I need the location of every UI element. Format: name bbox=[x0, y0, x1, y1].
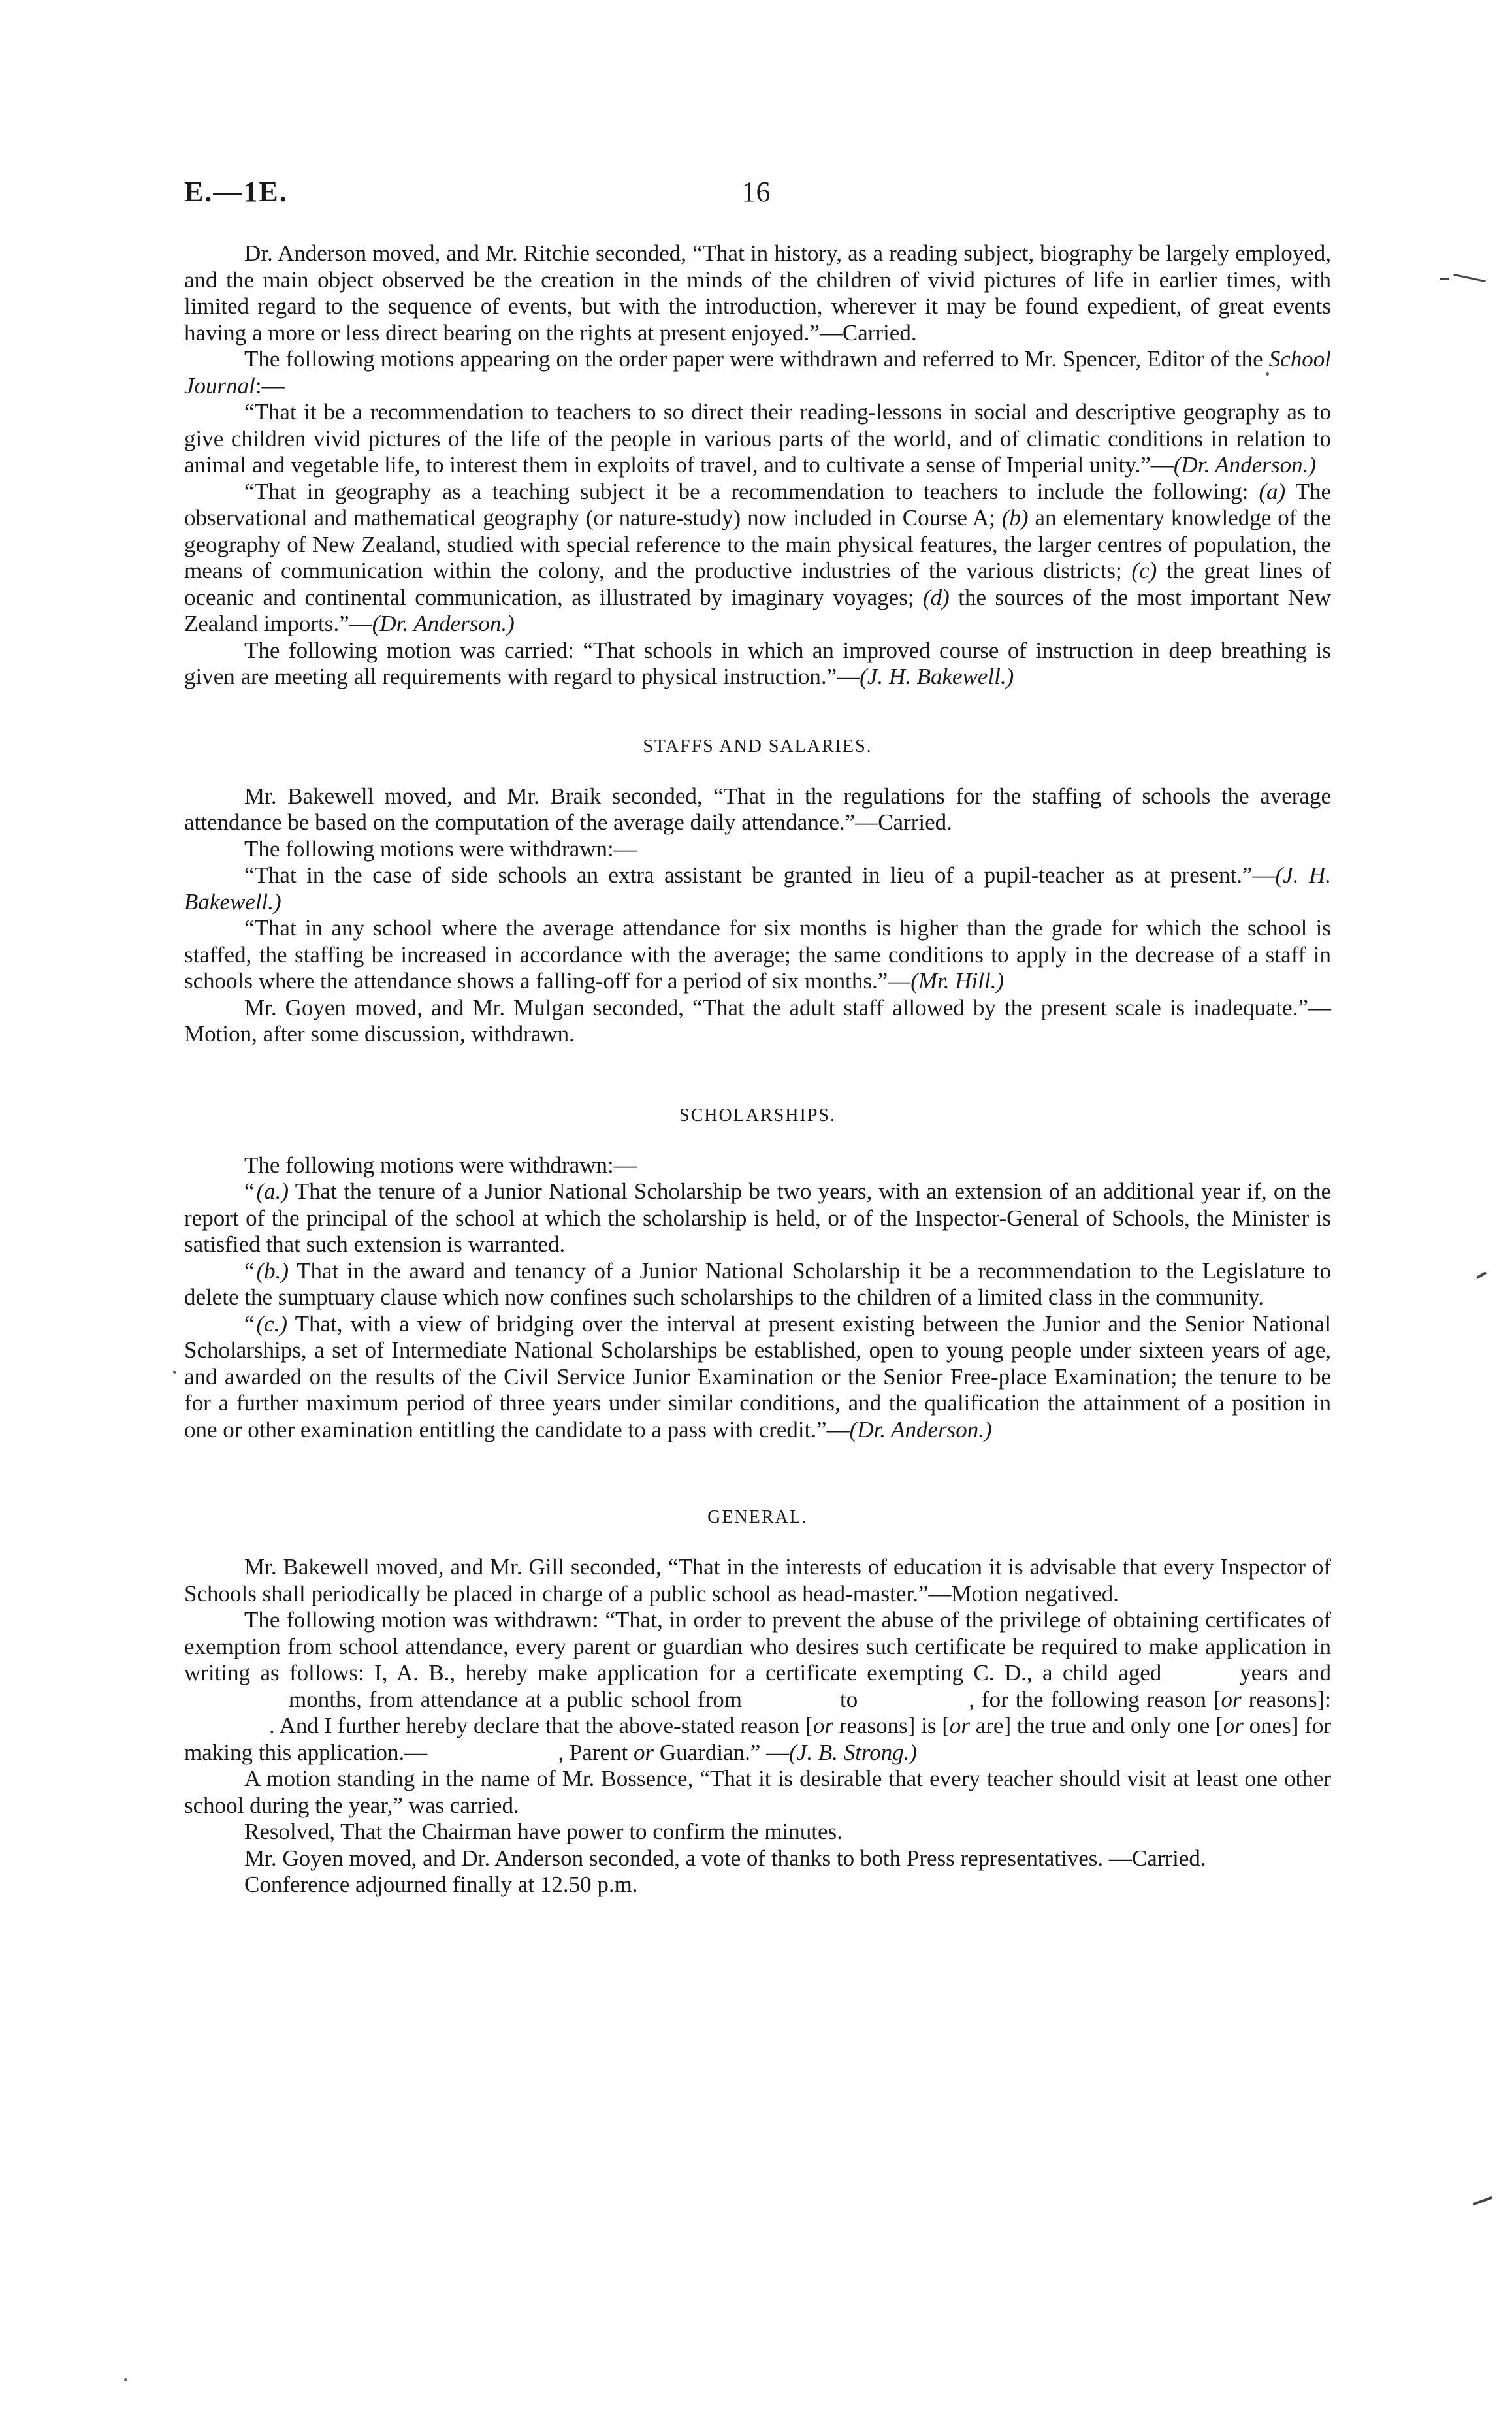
document-reference: E.—1E. bbox=[184, 176, 288, 208]
paragraph-scholarships-withdrawn: The following motions were withdrawn:— bbox=[244, 1152, 637, 1178]
paragraph-text: That in the award and tenancy of a Junior National Scholarship it be a recommendation to the Legislature to delete the sumptuary clause which now confines such scholarships to the children of a limited class in the community. bbox=[184, 1258, 1331, 1310]
paragraph-breathing-motion bbox=[184, 638, 1331, 691]
paragraph-withdrawn-intro bbox=[184, 346, 1331, 399]
motion-author: (Dr. Anderson.) bbox=[372, 611, 515, 636]
paragraph-text: , for the following reason [ bbox=[969, 1686, 1221, 1712]
item-label: (b.) bbox=[256, 1258, 289, 1284]
paragraph-scholarship-c: “ (c.) That, with a view of bridging over the interval at present existing between the Junior and the Senior National Scholarships, a set of Intermediate National Scholarships be established, open to young people under sixteen years of age, and awarded on the results of the Civil Service Junior Examination or the Senior Free-place Examination; the tenure to be for a further maximum period of three years under similar conditions, and the qualification the attainment of a position in one or other examination entitling the candidate to a pass with credit.”—(Dr. Anderson.) bbox=[184, 1310, 1331, 1442]
or-word: or bbox=[1223, 1713, 1244, 1738]
margin-mark bbox=[1473, 2196, 1492, 2205]
paragraph-history-motion bbox=[184, 240, 1331, 346]
paragraph-inspector-motion: Mr. Bakewell moved, and Mr. Gill seconded, “That in the interests of education it is advisable that every Inspector of Schools shall periodically be placed in charge of a public school as head-master.”—Motion negatived. bbox=[184, 1554, 1331, 1606]
paragraph-text: ones] for making this application.— bbox=[184, 1713, 1331, 1765]
paragraph-text: “That in the case of side schools an extra assistant be granted in lieu of a pupil-teacher as at present.”— bbox=[244, 862, 1276, 888]
paragraph-adult-staff: Mr. Goyen moved, and Mr. Mulgan seconded, “That the adult staff allowed by the present scale is inadequate.”—Motion, after some discussion, withdrawn. bbox=[184, 994, 1331, 1047]
paragraph-text: Guardian.” — bbox=[654, 1739, 790, 1765]
paragraph-scholarship-a: “ (a.) That the tenure of a Junior National Scholarship be two years, with an extension of an additional year if, on the report of the principal of the school at which the scholarship is held, or of the Inspector-General of Schools, the Minister is satisfied that such extension is warranted. bbox=[184, 1179, 1331, 1257]
paragraph-text: the great lines of oceanic and continental communication, as illustrated by imaginary voyages; bbox=[184, 558, 1331, 610]
paragraph-text: months, from attendance at a public school from bbox=[289, 1686, 742, 1712]
paragraph-text: “That in any school where the average attendance for six months is higher than the grade for which the school is staffed, the staffing be increased in accordance with the average; the same conditions to apply in the decrease of a staff in schools where the attendance shows a falling-off for a period of six months.”— bbox=[184, 915, 1331, 994]
paragraph-text: The observational and mathematical geography (or nature-study) now included in Course A; bbox=[184, 478, 1331, 530]
heading-scholarships: SCHOLARSHIPS. bbox=[679, 1105, 836, 1126]
paragraph-adjourned: Conference adjourned finally at 12.50 p.m. bbox=[244, 1872, 638, 1897]
paragraph-text: the sources of the most important New Zealand imports.”— bbox=[184, 584, 1331, 636]
item-label: (a) bbox=[1259, 478, 1286, 504]
paragraph-text: “That it be a recommendation to teachers to so direct their reading-lessons in social and descriptive geography as to give children vivid pictures of the life of the people in various parts of the world, and of climatic conditions in relation to animal and vegetable life, to interest them in exploits of travel, and to cultivate a sense of Imperial unity.”— bbox=[184, 399, 1331, 478]
item-label: (c) bbox=[1131, 558, 1157, 583]
paragraph-text: Dr. Anderson moved, and Mr. Ritchie seconded, “That in history, as a reading subject, biography be largely employed, and the main object observed be the creation in the minds of the children of vivid pictures of life in earlier times, with limited regard to the sequence of events, but with the introduction, wherever it may be found expedient, of great events having a more or less direct bearing on the rights at present enjoyed.”—Carried. bbox=[184, 240, 1331, 346]
journal-title: School Journal bbox=[184, 346, 1331, 398]
paragraph-text: are] the true and only one [ bbox=[969, 1713, 1223, 1738]
paragraph-text: :— bbox=[255, 372, 285, 398]
or-word: or bbox=[1221, 1686, 1242, 1712]
paragraph-bossence-motion: A motion standing in the name of Mr. Bossence, “That it is desirable that every teacher should visit at least one other school during the year,” was carried. bbox=[184, 1766, 1331, 1818]
paragraph-average-attendance bbox=[184, 915, 1331, 995]
heading-staffs-and-salaries: STAFFS AND SALARIES. bbox=[643, 736, 873, 756]
margin-mark bbox=[1476, 1271, 1487, 1278]
paragraph-geography-teaching bbox=[184, 479, 1331, 638]
paragraph-side-schools bbox=[184, 862, 1331, 915]
item-label: (a.) bbox=[256, 1179, 289, 1204]
page-number: 16 bbox=[741, 176, 771, 208]
motion-author: (Mr. Hill.) bbox=[910, 968, 1005, 994]
paragraph-text: That the tenure of a Junior National Scholarship be two years, with an extension of an additional year if, on the report of the principal of the school at which the scholarship is held, or of the Inspector-General of Schools, the Minister is satisfied that such extension is warranted. bbox=[184, 1179, 1331, 1257]
motion-author: (Dr. Anderson.) bbox=[849, 1416, 992, 1442]
paragraph-staffing-motion: Mr. Bakewell moved, and Mr. Braik seconded, “That in the regulations for the staffing of schools the average attendance be based on the computation of the average daily attendance.”—Carried. bbox=[184, 783, 1331, 835]
speck bbox=[124, 2378, 127, 2381]
or-word: or bbox=[633, 1739, 654, 1765]
paragraph-text: The following motion was withdrawn: “That, in order to prevent the abuse of the privilege of obtaining certificates of exemption from school attendance, every parent or guardian who desires such certificate be required to make application in writing as follows: I, A. B., hereby make application for a certificate exempting C. D., a child aged bbox=[184, 1607, 1331, 1685]
paragraph-exemption-motion bbox=[184, 1607, 1331, 1766]
margin-mark bbox=[1440, 278, 1449, 280]
paragraph-text: That, with a view of bridging over the interval at present existing between the Junior and the Senior National Scholarships, a set of Intermediate National Scholarships be established, open to young people under sixteen years of age, and awarded on the results of the Civil Service Junior Examination or the Senior Free-place Examination; the tenure to be for a further maximum period of three years under similar conditions, and the qualification the attainment of a position in one or other examination entitling the candidate to a pass with credit.”— bbox=[184, 1310, 1331, 1442]
motion-author: (J. B. Strong.) bbox=[789, 1739, 918, 1765]
paragraph-text: . And I further hereby declare that the above-stated reason [ bbox=[269, 1713, 813, 1738]
paragraph-text: years and bbox=[1240, 1660, 1331, 1685]
speck bbox=[1266, 372, 1269, 376]
margin-mark bbox=[1453, 274, 1486, 282]
body-text bbox=[184, 240, 1331, 1898]
page-header bbox=[184, 175, 1328, 214]
paragraph-text: The following motion was carried: “That schools in which an improved course of instruction in deep breathing is given are meeting all requirements with regard to physical instruction.”— bbox=[184, 637, 1331, 689]
or-word: or bbox=[812, 1713, 833, 1738]
paragraph-geography-reading bbox=[184, 399, 1331, 479]
paragraph-scholarship-b: “ (b.) That in the award and tenancy of a Junior National Scholarship it be a recommendation to the Legislature to delete the sumptuary clause which now confines such scholarships to the children of a limited class in the community. bbox=[184, 1258, 1331, 1310]
paragraph-text: to bbox=[840, 1686, 858, 1712]
paragraph-text: The following motions appearing on the order paper were withdrawn and referred to Mr. Spencer, Editor of the bbox=[244, 346, 1269, 372]
or-word: or bbox=[949, 1713, 970, 1738]
item-label: (c.) bbox=[256, 1310, 288, 1337]
paragraph-vote-of-thanks: Mr. Goyen moved, and Dr. Anderson seconded, a vote of thanks to both Press representatives. —Carried. bbox=[244, 1845, 1206, 1871]
paragraph-withdrawn-list: The following motions were withdrawn:— bbox=[244, 836, 637, 862]
paragraph-text: , Parent bbox=[558, 1739, 634, 1765]
paragraph-resolved: Resolved, That the Chairman have power to confirm the minutes. bbox=[244, 1819, 843, 1844]
motion-author: (J. H. Bakewell.) bbox=[184, 862, 1331, 915]
paragraph-text: an elementary knowledge of the geography of New Zealand, studied with special reference to the main physical features, the larger centres of population, the means of communication within the colony, and the productive industries of the various districts; bbox=[184, 505, 1332, 583]
heading-general: GENERAL. bbox=[707, 1507, 808, 1527]
item-label: (b) bbox=[1001, 505, 1029, 530]
item-label: (d) bbox=[923, 584, 950, 610]
paragraph-text: reasons]: bbox=[1241, 1686, 1331, 1712]
motion-author: (Dr. Anderson.) bbox=[1173, 452, 1316, 478]
paragraph-text: reasons] is [ bbox=[833, 1713, 950, 1738]
paragraph-text: “That in geography as a teaching subject it be a recommendation to teachers to include the following: bbox=[244, 478, 1259, 504]
motion-author: (J. H. Bakewell.) bbox=[860, 664, 1014, 689]
speck bbox=[173, 1371, 176, 1374]
